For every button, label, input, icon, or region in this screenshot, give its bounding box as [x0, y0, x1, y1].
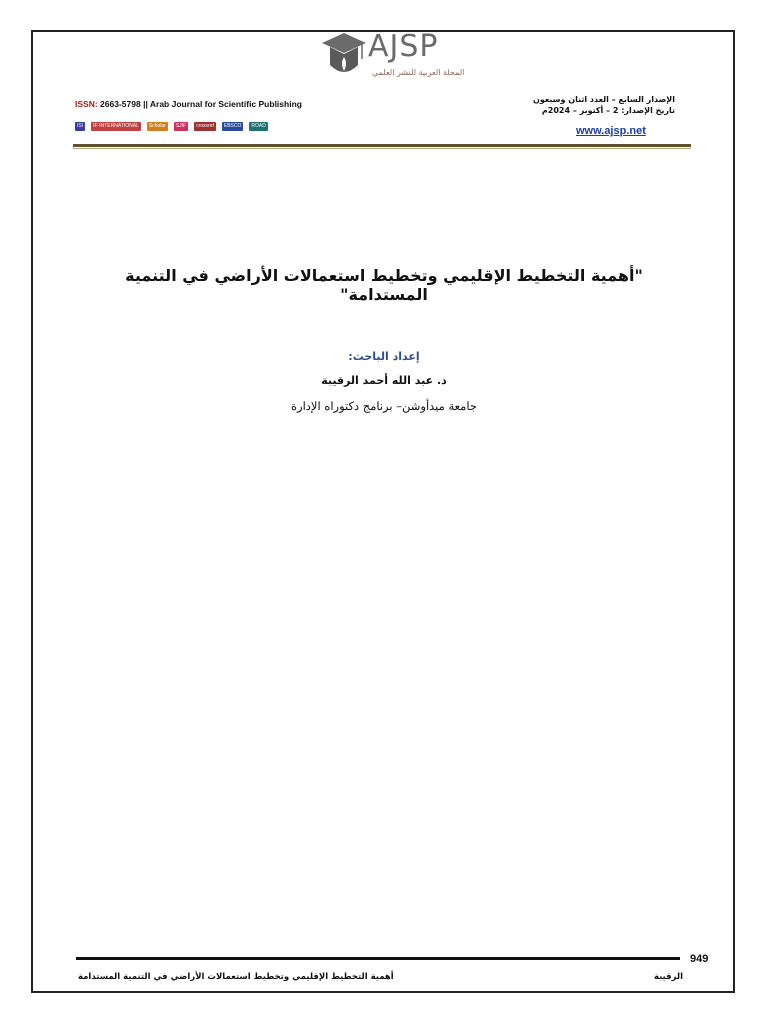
logo-subtitle: المجلة العربية للنشر العلمي — [372, 68, 465, 77]
indexer-logo: ROAD — [251, 123, 266, 129]
page-frame — [31, 30, 735, 993]
header-rule-thin — [73, 148, 691, 149]
journal-name: || Arab Journal for Scientific Publishing — [143, 99, 302, 109]
prepared-by-label: إعداد الباحث: — [348, 350, 420, 363]
issn-value: 2663-5798 — [100, 99, 141, 109]
issue-line-1: الإصدار السابع – العدد اثنان وسبعون — [533, 95, 675, 104]
footer-running-title: أهمية التخطيط الإقليمي وتخطيط استعمالات الأراضي في التنمية المستدامة — [78, 972, 394, 982]
paper-title: "أهمية التخطيط الإقليمي وتخطيط استعمالات الأراضي في التنمية المستدامة" — [125, 266, 643, 304]
issn-line — [75, 99, 302, 109]
footer-rule — [76, 957, 680, 960]
footer-author: الرقيبة — [653, 972, 683, 982]
logo-text: AJSP — [368, 29, 439, 64]
author-name: د. عبد الله أحمد الرقيبة — [321, 374, 447, 387]
author-affiliation: جامعة ميدأوشن– برنامج دكتوراه الإدارة — [291, 399, 477, 413]
indexer-logo: ISI — [77, 123, 84, 129]
website-link[interactable]: www.ajsp.net — [576, 125, 646, 137]
indexing-logos — [75, 122, 268, 131]
graduation-cap-icon — [320, 31, 368, 81]
issn-label: ISSN: — [75, 99, 98, 109]
indexer-logo: Scholar — [148, 123, 166, 129]
issue-info — [533, 94, 675, 116]
issue-line-2: تاريخ الإصدار: 2 – أكتوبر – 2024م — [541, 106, 675, 115]
indexer-logo: SJIF — [175, 123, 187, 129]
indexer-logo: EBSCO — [223, 123, 242, 129]
indexer-logo: IF·INTERNATIONAL — [93, 123, 139, 129]
header-rule — [73, 144, 691, 147]
journal-logo — [320, 31, 470, 81]
page-number: 949 — [690, 953, 709, 965]
indexer-logo: crossref — [196, 123, 214, 129]
